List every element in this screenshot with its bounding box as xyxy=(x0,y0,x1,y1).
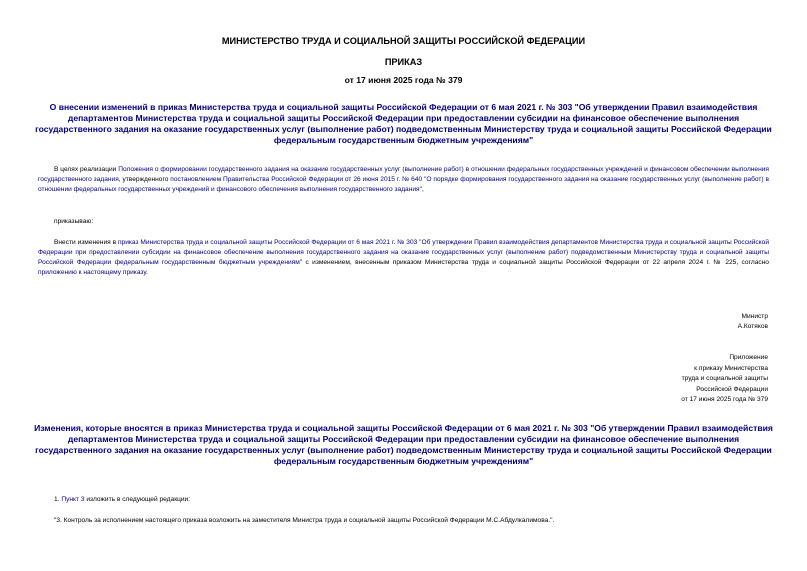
preamble-paragraph xyxy=(38,165,769,195)
change-item-1 xyxy=(54,495,190,505)
appendix-line-5: от 17 июня 2025 года № 379 xyxy=(681,396,768,403)
appendix-line-3: труда и социальной защиты xyxy=(681,375,768,382)
doc-type-heading: ПРИКАЗ xyxy=(384,57,423,67)
title-amended-order-link[interactable]: приказ Министерства труда и социальной защиты Российской Федерации от 6 мая 2021 г. № 303 "Об утверждении Правил взаимодействия департаментов Министерства труда и социальной защиты Российской Федерации при предоставлении субсидии на финансовое обеспечение выполнения государственного задания на оказание государственных услуг (выполнение работ) подведомственным Министерству труда и социальной защиты Российской Федерации федеральным государственным бюджетным учреждениям" xyxy=(35,102,772,145)
signature-position: Министр xyxy=(741,313,768,320)
para3-mid: с изменением, внесенным приказом Министерства труда и социальной защиты Российской Федерации от 22 апреля 2024 г. № 225, согласно xyxy=(302,259,769,266)
appendix-link[interactable]: приложению к настоящему приказу xyxy=(38,269,147,276)
title2-amended-order-link[interactable]: приказ Министерства труда и социальной защиты Российской Федерации от 6 мая 2021 г. № 303 "Об утверждении Правил взаимодействия департаментов Министерства труда и социальной защиты Российской Федерации при предоставлении субсидии на финансовое обеспечение выполнения государственного задания на оказание государственных услуг (выполнение работ) подведомственным Министерству труда и социальной защиты Российской Федерации федеральным государственным бюджетным учреждениям" xyxy=(35,423,773,466)
order-303-link[interactable]: приказ Министерства труда и социальной защиты Российской Федерации от 6 мая 2021 г. № 303 "Об утверждении Правил взаимодействия департаментов Министерства труда и социальной защиты Российской Федерации при предоставлении субсидии на финансовое обеспечение выполнения государственного задания на оказание государственных услуг (выполнение работ) подведомственным Министерству труда и социальной защиты Российской Федерации федеральным государственным бюджетным учреждениям" xyxy=(38,239,769,266)
clause-3-link[interactable]: Пункт 3 xyxy=(61,496,85,503)
appendix-line-4: Российской Федерации xyxy=(696,385,768,393)
signature-name: А.Котяков xyxy=(737,323,768,330)
ministry-heading: МИНИСТЕРСТВО ТРУДА И СОЦИАЛЬНОЙ ЗАЩИТЫ РОССИЙСКОЙ ФЕДЕРАЦИИ xyxy=(221,36,586,46)
date-number: от 17 июня 2025 года № 379 xyxy=(344,75,463,85)
appendix-line-1: Приложение xyxy=(729,354,768,361)
para3-prefix: Внести изменения в xyxy=(54,239,118,246)
document-title xyxy=(34,102,773,146)
item1-prefix: 1. xyxy=(54,496,62,503)
appendix-line-2: к приказу Министерства xyxy=(694,364,768,372)
title2-prefix: Изменения, которые вносятся в xyxy=(34,423,174,433)
order-paragraph xyxy=(38,217,769,227)
order-word: приказываю: xyxy=(54,218,94,225)
signature-block xyxy=(738,312,768,332)
appendix-header xyxy=(681,353,768,406)
new-clause-3-text: "3. Контроль за исполнением настоящего приказа возложить на заместителя Министра труда и социальной защиты Российской Федерации М.С.Абдулкалимова.". xyxy=(54,517,555,524)
item1-suffix: изложить в следующей редакции: xyxy=(84,496,191,503)
changes-title xyxy=(34,423,773,467)
para1-prefix: В целях реализации xyxy=(54,166,119,173)
para3-suffix: . xyxy=(146,269,148,276)
government-resolution-link[interactable]: постановлением Правительства Российской Федерации от 26 июня 2015 г. № 640 "О порядке формирования государственного задания на оказание государственных услуг (выполнение работ) в отношении федеральных государственных учреждений и финансового обеспечения выполнения государственного задания" xyxy=(38,176,769,193)
para1-mid: , утвержденного xyxy=(118,176,171,183)
title-prefix: О внесении изменений в xyxy=(49,102,158,112)
regulation-link[interactable]: Положения о формировании государственного задания на оказание государственных услуг (выполнение работ) в отношении федеральных государственных учреждений и финансовом обеспечении выполнения государственного задания xyxy=(38,166,769,183)
amendment-paragraph xyxy=(38,238,769,278)
para1-suffix: , xyxy=(421,186,424,193)
